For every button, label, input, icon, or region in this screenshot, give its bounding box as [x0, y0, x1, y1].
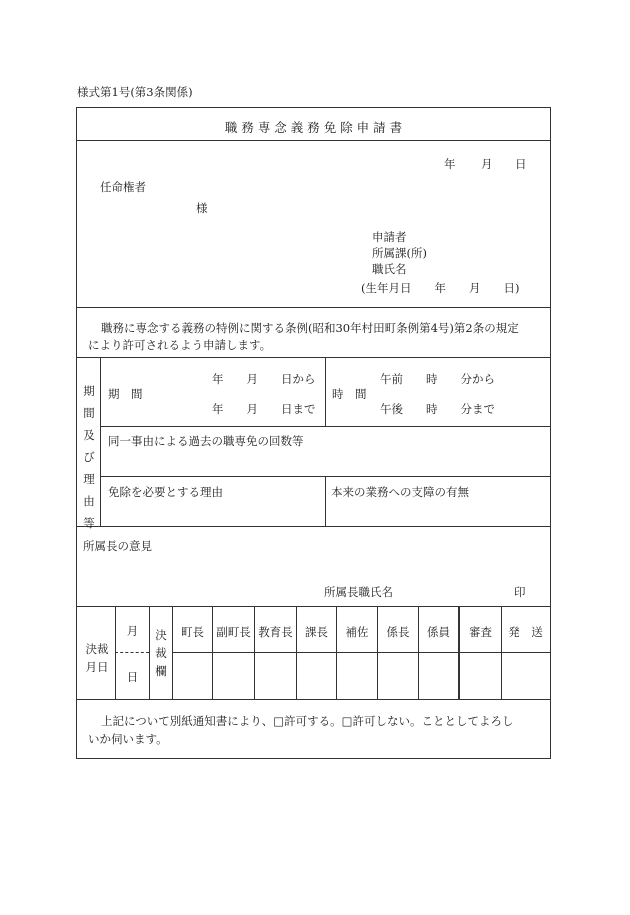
period-side-label: 期間及び理由等	[83, 384, 95, 530]
date-year-label: 年	[444, 157, 456, 171]
divider	[172, 606, 173, 699]
footer-text-line1: 上記について別紙通知書により、□許可する。□許可しない。こととしてよろし	[101, 714, 514, 728]
divider	[77, 526, 550, 527]
divider	[149, 606, 150, 699]
divider	[77, 140, 550, 141]
approval-column-label: 決裁欄	[155, 628, 167, 678]
period-from: 年 月 日から	[212, 372, 316, 386]
divider	[100, 426, 550, 427]
page-title: 職 務 専 念 義 務 免 除 申 請 書	[224, 120, 403, 135]
request-text-line1: 職務に専念する義務の特例に関する条例(昭和30年村田町条例第4号)第2条の規定	[101, 321, 519, 335]
divider	[418, 606, 419, 699]
form-number: 様式第1号(第3条関係)	[77, 85, 193, 99]
applicant-name-label: 職氏名	[372, 262, 407, 276]
divider	[458, 606, 460, 699]
approval-date-label: 決裁月日	[85, 642, 109, 674]
approval-header-staff: 係員	[427, 625, 450, 639]
approval-header-dispatch: 発 送	[508, 625, 543, 639]
date-day-label: 日	[515, 157, 527, 171]
divider	[336, 606, 337, 699]
supervisor-opinion-label: 所属長の意見	[83, 539, 152, 553]
divider	[77, 606, 550, 607]
addressee-honorific: 様	[196, 201, 208, 215]
reason-label: 免除を必要とする理由	[108, 485, 223, 499]
approval-header-mayor: 町長	[181, 625, 204, 639]
divider	[325, 357, 326, 426]
time-from: 午前 時 分から	[380, 372, 495, 386]
divider	[77, 699, 550, 700]
applicant-birth-label: (生年月日 年 月 日)	[361, 281, 520, 295]
approval-day-label: 日	[126, 670, 139, 684]
divider	[172, 652, 550, 653]
approval-header-review: 審査	[469, 625, 492, 639]
divider	[212, 606, 213, 699]
divider	[377, 606, 378, 699]
divider	[254, 606, 255, 699]
addressee-label: 任命権者	[100, 180, 146, 194]
dashed-divider	[115, 652, 149, 653]
approval-header-assistant: 補佐	[345, 625, 369, 639]
time-to: 午後 時 分まで	[380, 402, 495, 416]
approval-header-superintendent: 教育長	[258, 625, 293, 639]
footer-text-line2: いか伺います。	[88, 732, 168, 746]
impact-label: 本来の業務への支障の有無	[331, 485, 469, 499]
divider	[115, 606, 116, 699]
supervisor-name-label: 所属長職氏名	[324, 585, 393, 599]
date-month-label: 月	[481, 157, 493, 171]
past-count-label: 同一事由による過去の職専免の回数等	[108, 434, 304, 448]
time-label: 時 間	[332, 387, 367, 401]
divider	[296, 606, 297, 699]
divider	[501, 606, 502, 699]
period-label: 期 間	[108, 387, 143, 401]
seal-mark: 印	[514, 585, 526, 599]
approval-header-subsection-chief: 係長	[386, 625, 410, 639]
period-to: 年 月 日まで	[212, 402, 316, 416]
approval-header-deputy-mayor: 副町長	[216, 625, 251, 639]
divider	[325, 476, 326, 526]
divider	[77, 357, 550, 358]
approval-month-label: 月	[126, 624, 139, 638]
divider	[77, 307, 550, 308]
applicant-dept-label: 所属課(所)	[372, 246, 427, 260]
applicant-label: 申請者	[372, 230, 407, 244]
approval-header-section-chief: 課長	[305, 625, 328, 639]
request-text-line2: により許可されるよう申請します。	[88, 338, 272, 352]
divider	[100, 357, 101, 526]
